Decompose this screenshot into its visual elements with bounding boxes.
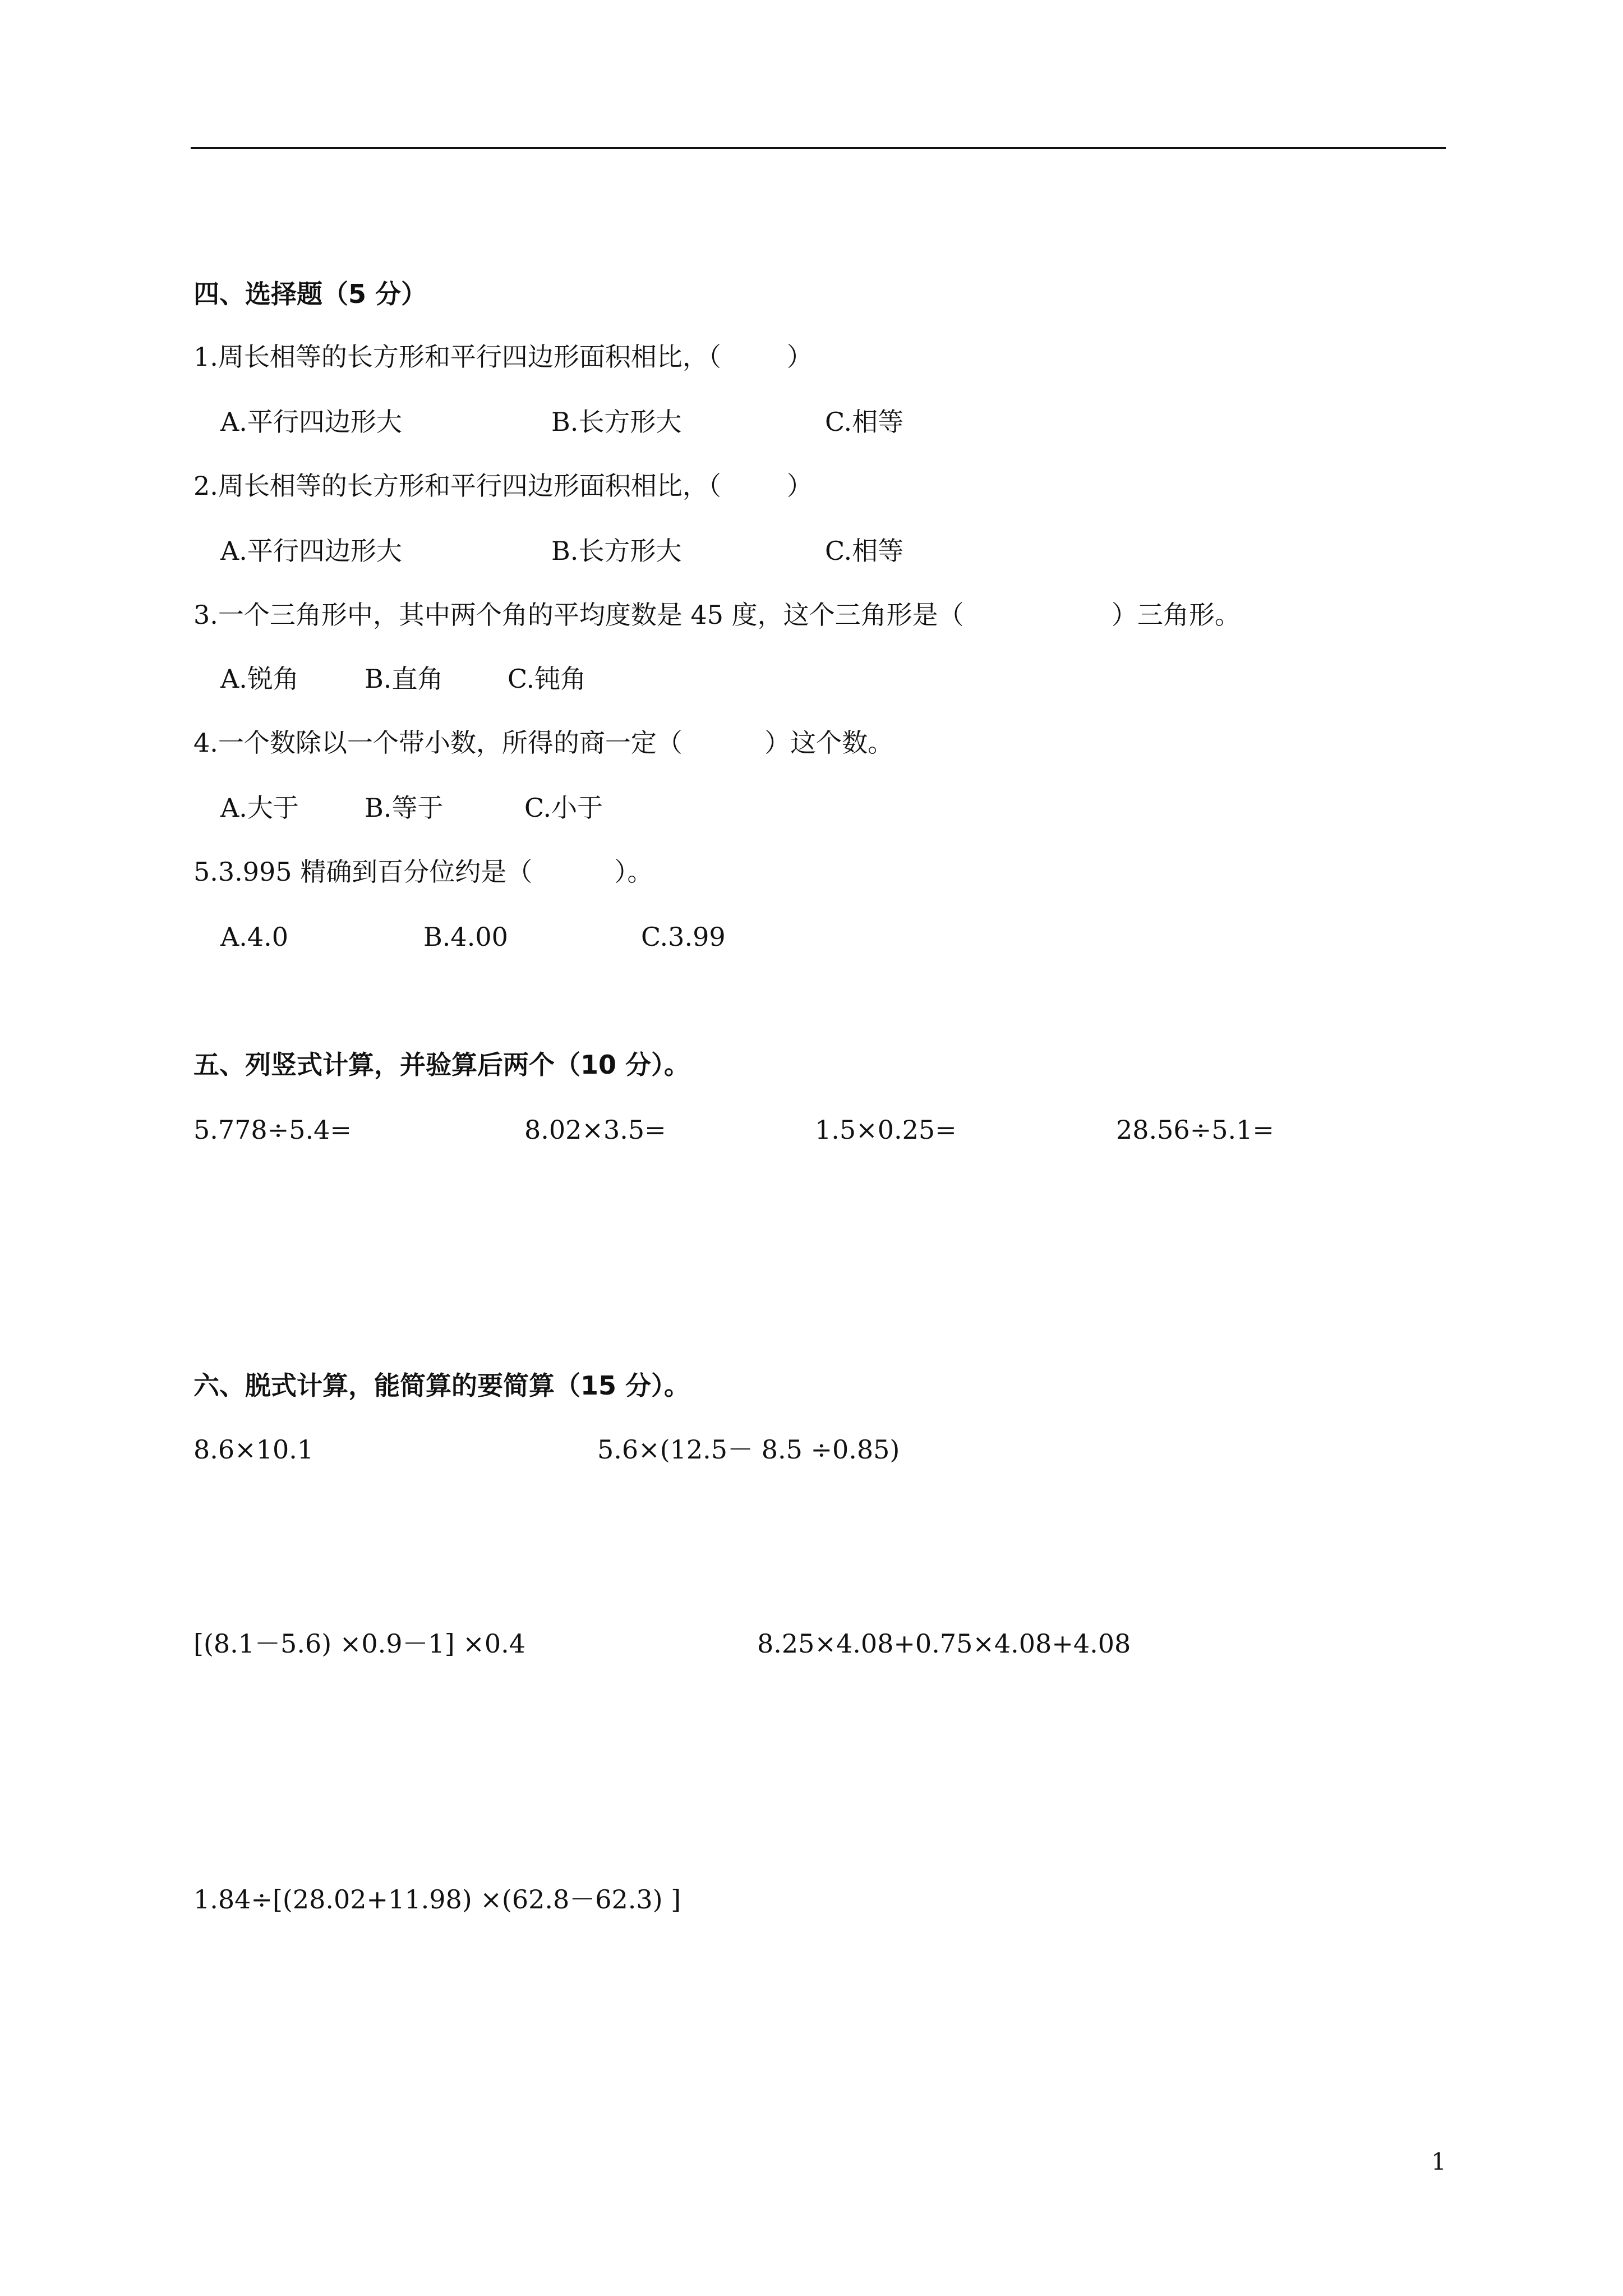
q4-option-c: C.小于 xyxy=(524,793,603,823)
section5-heading: 五、列竖式计算，并验算后两个（10 分）。 xyxy=(193,1050,690,1080)
section5-item: 8.02×3.5= xyxy=(524,1115,666,1145)
section6-item: 8.6×10.1 xyxy=(193,1434,314,1465)
q2-stem: 2.周长相等的长方形和平行四边形面积相比，（ ） xyxy=(193,471,813,501)
section6-item: 5.6×(12.5－ 8.5 ÷0.85) xyxy=(597,1434,900,1465)
q1-option-b: B.长方形大 xyxy=(551,407,682,437)
q3-option-b: B.直角 xyxy=(365,664,444,694)
section6-item: 1.84÷[(28.02+11.98) ×(62.8－62.3) ] xyxy=(193,1884,681,1915)
q3-option-a: A.锐角 xyxy=(220,664,299,694)
q5-option-b: B.4.00 xyxy=(423,922,508,952)
q5-option-a: A.4.0 xyxy=(220,922,288,952)
header-rule xyxy=(191,147,1446,149)
q2-option-b: B.长方形大 xyxy=(551,536,682,566)
q1-option-c: C.相等 xyxy=(825,407,904,437)
q3-option-c: C.钝角 xyxy=(508,664,587,694)
q1-stem: 1.周长相等的长方形和平行四边形面积相比，（ ） xyxy=(193,342,813,372)
section6-item: 8.25×4.08+0.75×4.08+4.08 xyxy=(757,1628,1131,1659)
q5-stem: 5.3.995 精确到百分位约是（ ）。 xyxy=(193,857,653,887)
q2-option-a: A.平行四边形大 xyxy=(220,536,402,566)
q4-option-b: B.等于 xyxy=(365,793,444,823)
section5-item: 28.56÷5.1= xyxy=(1116,1115,1274,1145)
q2-option-c: C.相等 xyxy=(825,536,904,566)
q3-stem: 3.一个三角形中，其中两个角的平均度数是 45 度，这个三角形是（ ）三角形。 xyxy=(193,600,1241,630)
q4-stem: 4.一个数除以一个带小数，所得的商一定（ ）这个数。 xyxy=(193,728,894,758)
q4-option-a: A.大于 xyxy=(220,793,299,823)
q1-option-a: A.平行四边形大 xyxy=(220,407,402,437)
section5-item: 5.778÷5.4= xyxy=(193,1115,352,1145)
section6-heading: 六、脱式计算，能简算的要简算（15 分）。 xyxy=(193,1370,690,1401)
section6-item: [(8.1－5.6) ×0.9－1] ×0.4 xyxy=(193,1628,526,1659)
section4-heading: 四、选择题（5 分） xyxy=(193,279,427,309)
page-number: 1 xyxy=(1431,2148,1446,2175)
section5-item: 1.5×0.25= xyxy=(815,1115,957,1145)
q5-option-c: C.3.99 xyxy=(641,922,726,952)
